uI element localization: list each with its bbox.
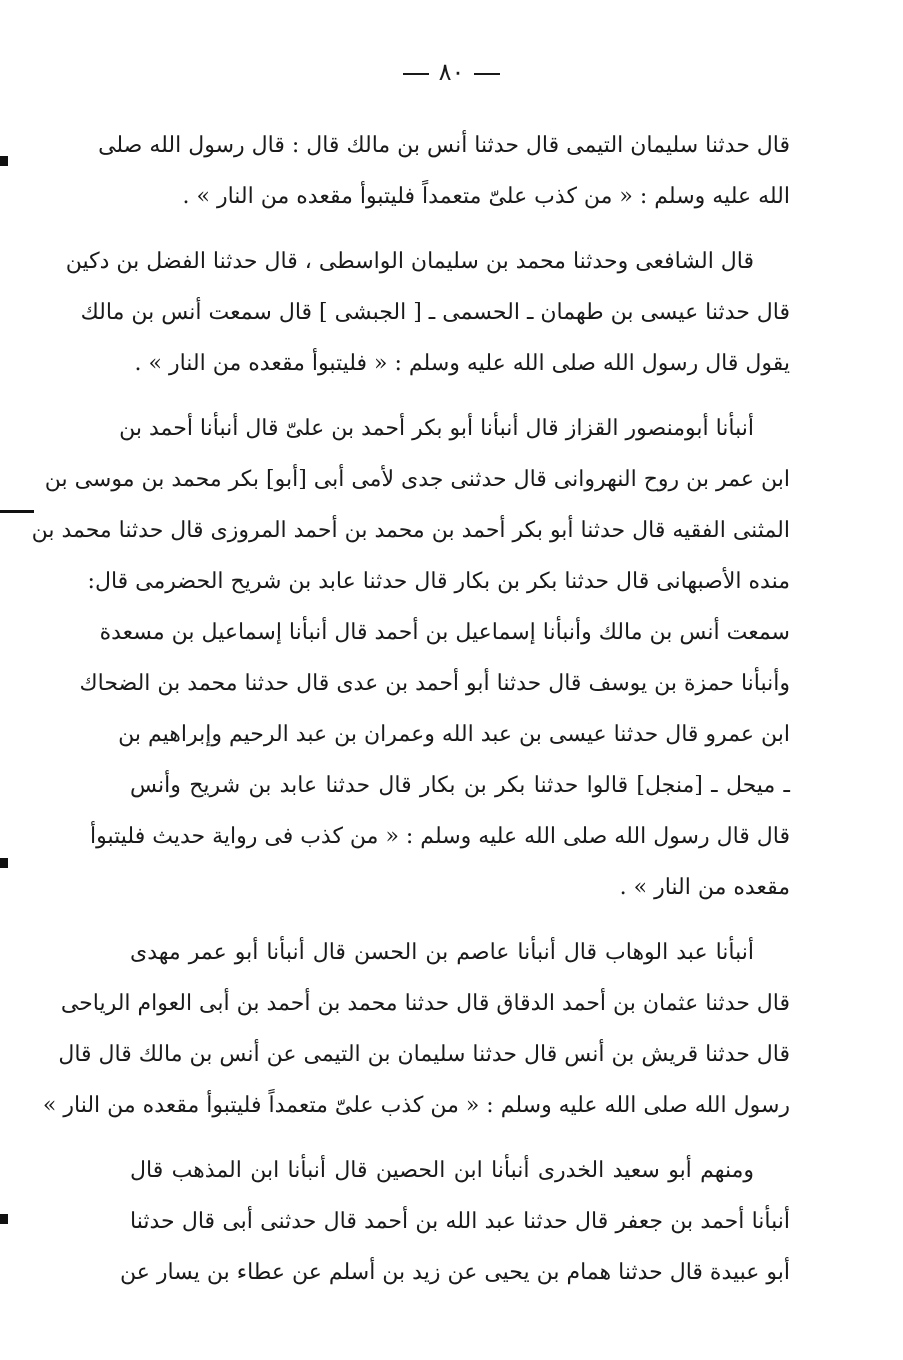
text-line: يقول قال رسول الله صلى الله عليه وسلم : « فليتبوأ مقعده من النار » . — [134, 351, 790, 376]
dash-left — [403, 73, 429, 75]
text-line: مقعده من النار » . — [619, 875, 790, 900]
text-line: وأنبأنا حمزة بن يوسف قال حدثنا أبو أحمد بن عدى قال حدثنا محمد بن الضحاك — [79, 671, 790, 696]
text-line: قال الشافعى وحدثنا محمد بن سليمان الواسطى ، قال حدثنا الفضل بن دكين — [65, 249, 754, 274]
text-line: ابن عمر بن روح النهروانى قال حدثنى جدى لأمى أبى [أبو] بكر محمد بن موسى بن — [44, 467, 790, 492]
paragraph-5 — [119, 1145, 790, 1298]
paragraph-4 — [42, 927, 790, 1131]
text-line: أنبأنا عبد الوهاب قال أنبأنا عاصم بن الحسن قال أنبأنا أبو عمر مهدى — [130, 940, 754, 965]
text-line: المثنى الفقيه قال حدثنا أبو بكر أحمد بن محمد بن أحمد المروزى قال حدثنا محمد بن — [31, 518, 790, 543]
paragraph-3 — [31, 403, 790, 913]
paragraph-2 — [65, 236, 790, 389]
text-line: قال حدثنا عثمان بن أحمد الدقاق قال حدثنا محمد بن أحمد بن أبى العوام الرياحى — [60, 991, 790, 1016]
text-line: ومنهم أبو سعيد الخدرى أنبأنا ابن الحصين قال أنبأنا ابن المذهب قال — [130, 1158, 754, 1183]
text-line: قال قال رسول الله صلى الله عليه وسلم : « من كذب فى رواية حديث فليتبوأ — [90, 824, 790, 849]
text-line: سمعت أنس بن مالك وأنبأنا إسماعيل بن أحمد قال أنبأنا إسماعيل بن مسعدة — [99, 620, 790, 645]
text-line: أنبأنا أحمد بن جعفر قال حدثنا عبد الله بن أحمد قال حدثنى أبى قال حدثنا — [130, 1209, 790, 1234]
text-line: منده الأصبهانى قال حدثنا بكر بن بكار قال حدثنا عابد بن شريح الحضرمى قال: — [87, 569, 790, 594]
scan-mark — [0, 858, 8, 868]
scan-mark — [0, 1214, 8, 1224]
paragraph-1 — [98, 120, 790, 222]
page-number — [0, 58, 903, 86]
text-line: قال حدثنا سليمان التيمى قال حدثنا أنس بن مالك قال : قال رسول الله صلى — [98, 133, 790, 158]
text-line: أنبأنا أبومنصور القزاز قال أنبأنا أبو بكر أحمد بن علىّ قال أنبأنا أحمد بن — [119, 416, 754, 441]
text-line: ابن عمرو قال حدثنا عيسى بن عبد الله وعمران بن عبد الرحيم وإبراهيم بن — [118, 722, 790, 747]
text-line: أبو عبيدة قال حدثنا همام بن يحيى عن زيد بن أسلم عن عطاء بن يسار عن — [119, 1260, 790, 1285]
text-line: رسول الله صلى الله عليه وسلم : « من كذب علىّ متعمداً فليتبوأ مقعده من النار » — [42, 1093, 790, 1118]
text-line: قال حدثنا عيسى بن طهمان ـ الحسمى ـ [ الجبشى ] قال سمعت أنس بن مالك — [80, 300, 790, 325]
scan-mark — [0, 510, 34, 513]
dash-right — [474, 73, 500, 75]
page-number-text: ٨٠ — [438, 58, 465, 86]
text-line: ـ ميحل ـ [منجل] قالوا حدثنا بكر بن بكار قال حدثنا عابد بن شريح وأنس — [130, 773, 790, 798]
body-text — [31, 120, 790, 1298]
text-line: قال حدثنا قريش بن أنس قال حدثنا سليمان بن التيمى عن أنس بن مالك قال قال — [58, 1042, 790, 1067]
text-line: الله عليه وسلم : « من كذب علىّ متعمداً فليتبوأ مقعده من النار » . — [182, 184, 790, 209]
scan-mark — [0, 156, 8, 166]
